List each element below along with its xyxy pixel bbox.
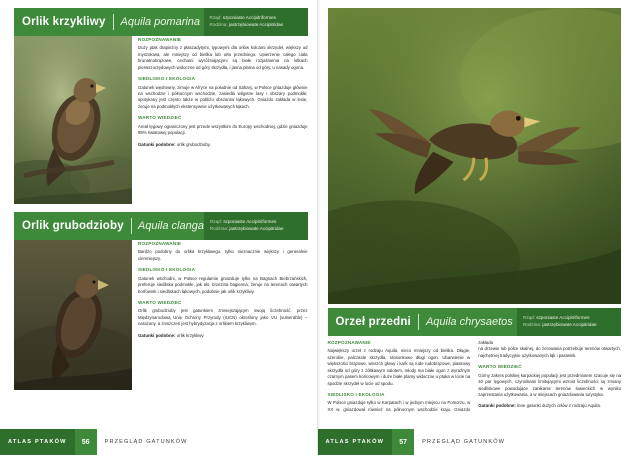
species-title-group — [14, 8, 204, 36]
photo-illustration — [328, 8, 621, 304]
page-number: 56 — [75, 429, 97, 455]
section-text-rozpoznawanie: Bardzo podobny do orlika krzykliwego, tylko nieznacznie większy i generalnie ciemniejszy. — [138, 249, 308, 261]
page-gutter — [317, 0, 320, 455]
species-block-orlik-krzykliwy — [14, 36, 308, 204]
species-latin-name: Aquila chrysaetos — [425, 316, 513, 328]
order-value: szponiaste Accipitriformes — [222, 15, 276, 20]
species-title-group — [14, 212, 204, 240]
section-title-rozpoznawanie: ROZPOZNAWANIE — [138, 241, 182, 246]
footer-section-label: PRZEGLĄD GATUNKÓW — [104, 439, 188, 445]
species-text-orlik-grubodzioby — [138, 240, 308, 390]
species-latin-name: Aquila pomarina — [120, 16, 201, 28]
species-common-name: Orlik krzykliwy — [22, 16, 106, 28]
similar-species-row — [138, 142, 308, 149]
species-common-name: Orlik grubodzioby — [22, 220, 124, 232]
photo-illustration — [14, 240, 132, 390]
section-text-rozpoznawanie: Największy orzeł z rodzaju Aquila, nieco mniejszy od bielika. Długie, szerokie, palczaste skrzydła, stosunkowo długi ogon. Ubarwienie w większości brązowe, wierzch głowy i kark są rude rudobrązowe, piaskowy skrzydła od góry z żółtkawym nalotem, młody ma białe ogon z wyraźnym czarnym pasem końcowym i duże białe plamy widoczne u ptaka w locie na spodzie skrzydeł w locie od spodu. — [327, 348, 471, 386]
species-header-orlik-grubodzioby — [14, 212, 308, 240]
similar-species-row — [478, 403, 621, 410]
similar-species-value: inne gatunki dużych orłów z rodzaju Aquila. — [517, 403, 602, 409]
species-latin-name: Aquila clanga — [137, 220, 204, 232]
family-value: jastrzębiowate Accipitridae — [542, 322, 597, 328]
section-title-warto-wiedziec: WARTO WIEDZIEĆ — [478, 364, 522, 370]
similar-species-label: Gatunki podobne: — [138, 141, 176, 147]
footer-section-label: PRZEGLĄD GATUNKÓW — [422, 439, 506, 445]
footer-brand — [318, 429, 415, 455]
species-text-orzel-przedni — [328, 340, 622, 413]
section-title-rozpoznawanie: ROZPOZNAWANIE — [138, 37, 182, 42]
section-title-siedlisko: SIEDLISKO I EKOLOGIA — [138, 76, 196, 82]
similar-species-value: orlik krzykliwy. — [176, 332, 205, 338]
order-value: szponiaste Accipitriformes — [536, 315, 590, 320]
section-title-siedlisko: SIEDLISKO I EKOLOGIA — [327, 392, 385, 398]
section-text-siedlisko: W Polsce gniazduje tylko w Karpatach i w jednym miejscu na Pomorzu, w XX w. gniazdował również na północnym wschodzie kraju. Gniazdo zakłada — [327, 340, 494, 412]
right-page — [318, 0, 635, 455]
family-value: jastrzębiowate Accipitridae — [229, 226, 284, 232]
section-title-warto-wiedziec: WARTO WIEDZIEĆ — [138, 115, 182, 121]
section-text-rozpoznawanie: Duży ptak drapieżny z płaszadytymi, typowymi dla orłów kolcami skrzydeł, większy od myszołowa, ale mniejszy od bielika lub orła przedniego. Upierzenie całego ciała brunatnobrązowe, cechami wyróżniającymi są białe rozjaśnienia na lotkach pierwszorzędowych widoczne od góry skrzydła, i jasna plama od góry, u nasady ogona. — [138, 45, 308, 70]
section-title-siedlisko: SIEDLISKO I EKOLOGIA — [138, 267, 196, 273]
footer-brand-label: ATLAS PTAKÓW — [325, 439, 385, 445]
species-block-orlik-grubodzioby — [14, 240, 308, 390]
title-divider — [418, 314, 419, 330]
section-text-warto-wiedziec: Orlik grubodzioby jest gatunkiem zmniejszającym swoją liczebność, przez Międzynarodową Unię Ochrony Przyrody (IUCN) określony jako VU (vulnerable) – narażony, a zniszczeń jest hybrydyzacja z orlikiem krzykliwym. — [138, 308, 308, 327]
photo-illustration — [14, 36, 132, 204]
page-number: 57 — [392, 429, 414, 455]
similar-species-label: Gatunki podobne: — [138, 332, 176, 338]
left-page-footer — [0, 429, 318, 455]
photo-orlik-krzykliwy — [14, 36, 132, 204]
species-text-orlik-krzykliwy — [138, 36, 308, 204]
footer-brand — [0, 429, 97, 455]
order-value: szponiaste Accipitriformes — [223, 219, 277, 224]
species-header-orzel-przedni — [328, 308, 622, 336]
taxonomy-box — [204, 8, 308, 36]
family-label: Rodzina: — [523, 322, 542, 328]
photo-orzel-przedni — [328, 8, 622, 304]
family-label: Rodzina: — [209, 226, 229, 232]
taxonomy-box — [204, 212, 308, 240]
section-text-warto-wiedziec: Areał lęgowy ograniczony jest przede wszystkim do Europy wschodniej, gdzie gniazduje 95% światowej populacji. — [138, 123, 308, 136]
species-common-name: Orzeł przedni — [335, 316, 411, 328]
similar-species-value: orlik grubodzioby. — [176, 141, 211, 147]
section-title-rozpoznawanie: ROZPOZNAWANIE — [327, 340, 371, 345]
taxonomy-box — [517, 308, 621, 336]
right-page-footer — [318, 429, 635, 455]
species-title-group — [328, 308, 518, 336]
order-label: Rząd: — [209, 15, 222, 20]
footer-brand-label: ATLAS PTAKÓW — [8, 439, 67, 445]
section-title-warto-wiedziec: WARTO WIEDZIEĆ — [138, 299, 182, 305]
section-text-siedlisko-cont: na drzewie lub półce skalnej, do żerowania potrzebuje terenów otwartych, najchętniej tradycyjnie użytkowanych łąk i pastwisk. — [478, 346, 621, 358]
similar-species-label: Gatunki podobne: — [478, 403, 516, 409]
order-label: Rząd: — [523, 315, 536, 320]
family-label: Rodzina: — [209, 22, 228, 28]
similar-species-row — [138, 333, 308, 340]
species-header-orlik-krzykliwy — [14, 8, 308, 36]
photo-orlik-grubodzioby — [14, 240, 132, 390]
section-text-warto-wiedziec: Górny zakres polskiej karpackiej populacji jest przedmiotem szacuje się na 40 par lęgowych, czynnikami limitującymi wzrost liczebności są zmiany siedliskowe powodujące zanikanie terenów łowieckich w wyniku zaprzestania użytkowania, a w miejscach gniazdowania turystyka. — [478, 372, 621, 398]
section-text-siedlisko: Gatunek wschodni, w Polsce regularnie gniazduje tylko na Bagnach Biebrzańskich, preferuje siedliska podmokłe, jak als. brzezina bagienna, żeruje na terenach otwartych borfowink i siedliskach łąkowych, podobnie jak orlik krzykliwy. — [138, 275, 308, 294]
title-divider — [113, 14, 114, 30]
section-text-siedlisko: Gatunek wędrowny, zimuje w Afryce na południe od Sahary, w Polsce gniazduje głównie na wschodzie i północnym wschodzie, zasiedla wilgotne lasy i obszary podmokłe; spotykany jest często także w pobliżu obszarów łąkowych. Gniazdo zakłada w lesie, żeruje na podmokłych ekstensywnie użytkowanych łąkach. — [138, 84, 308, 109]
order-label: Rząd: — [209, 219, 222, 224]
family-value: jastrzębiowate Accipitridae — [228, 22, 284, 28]
